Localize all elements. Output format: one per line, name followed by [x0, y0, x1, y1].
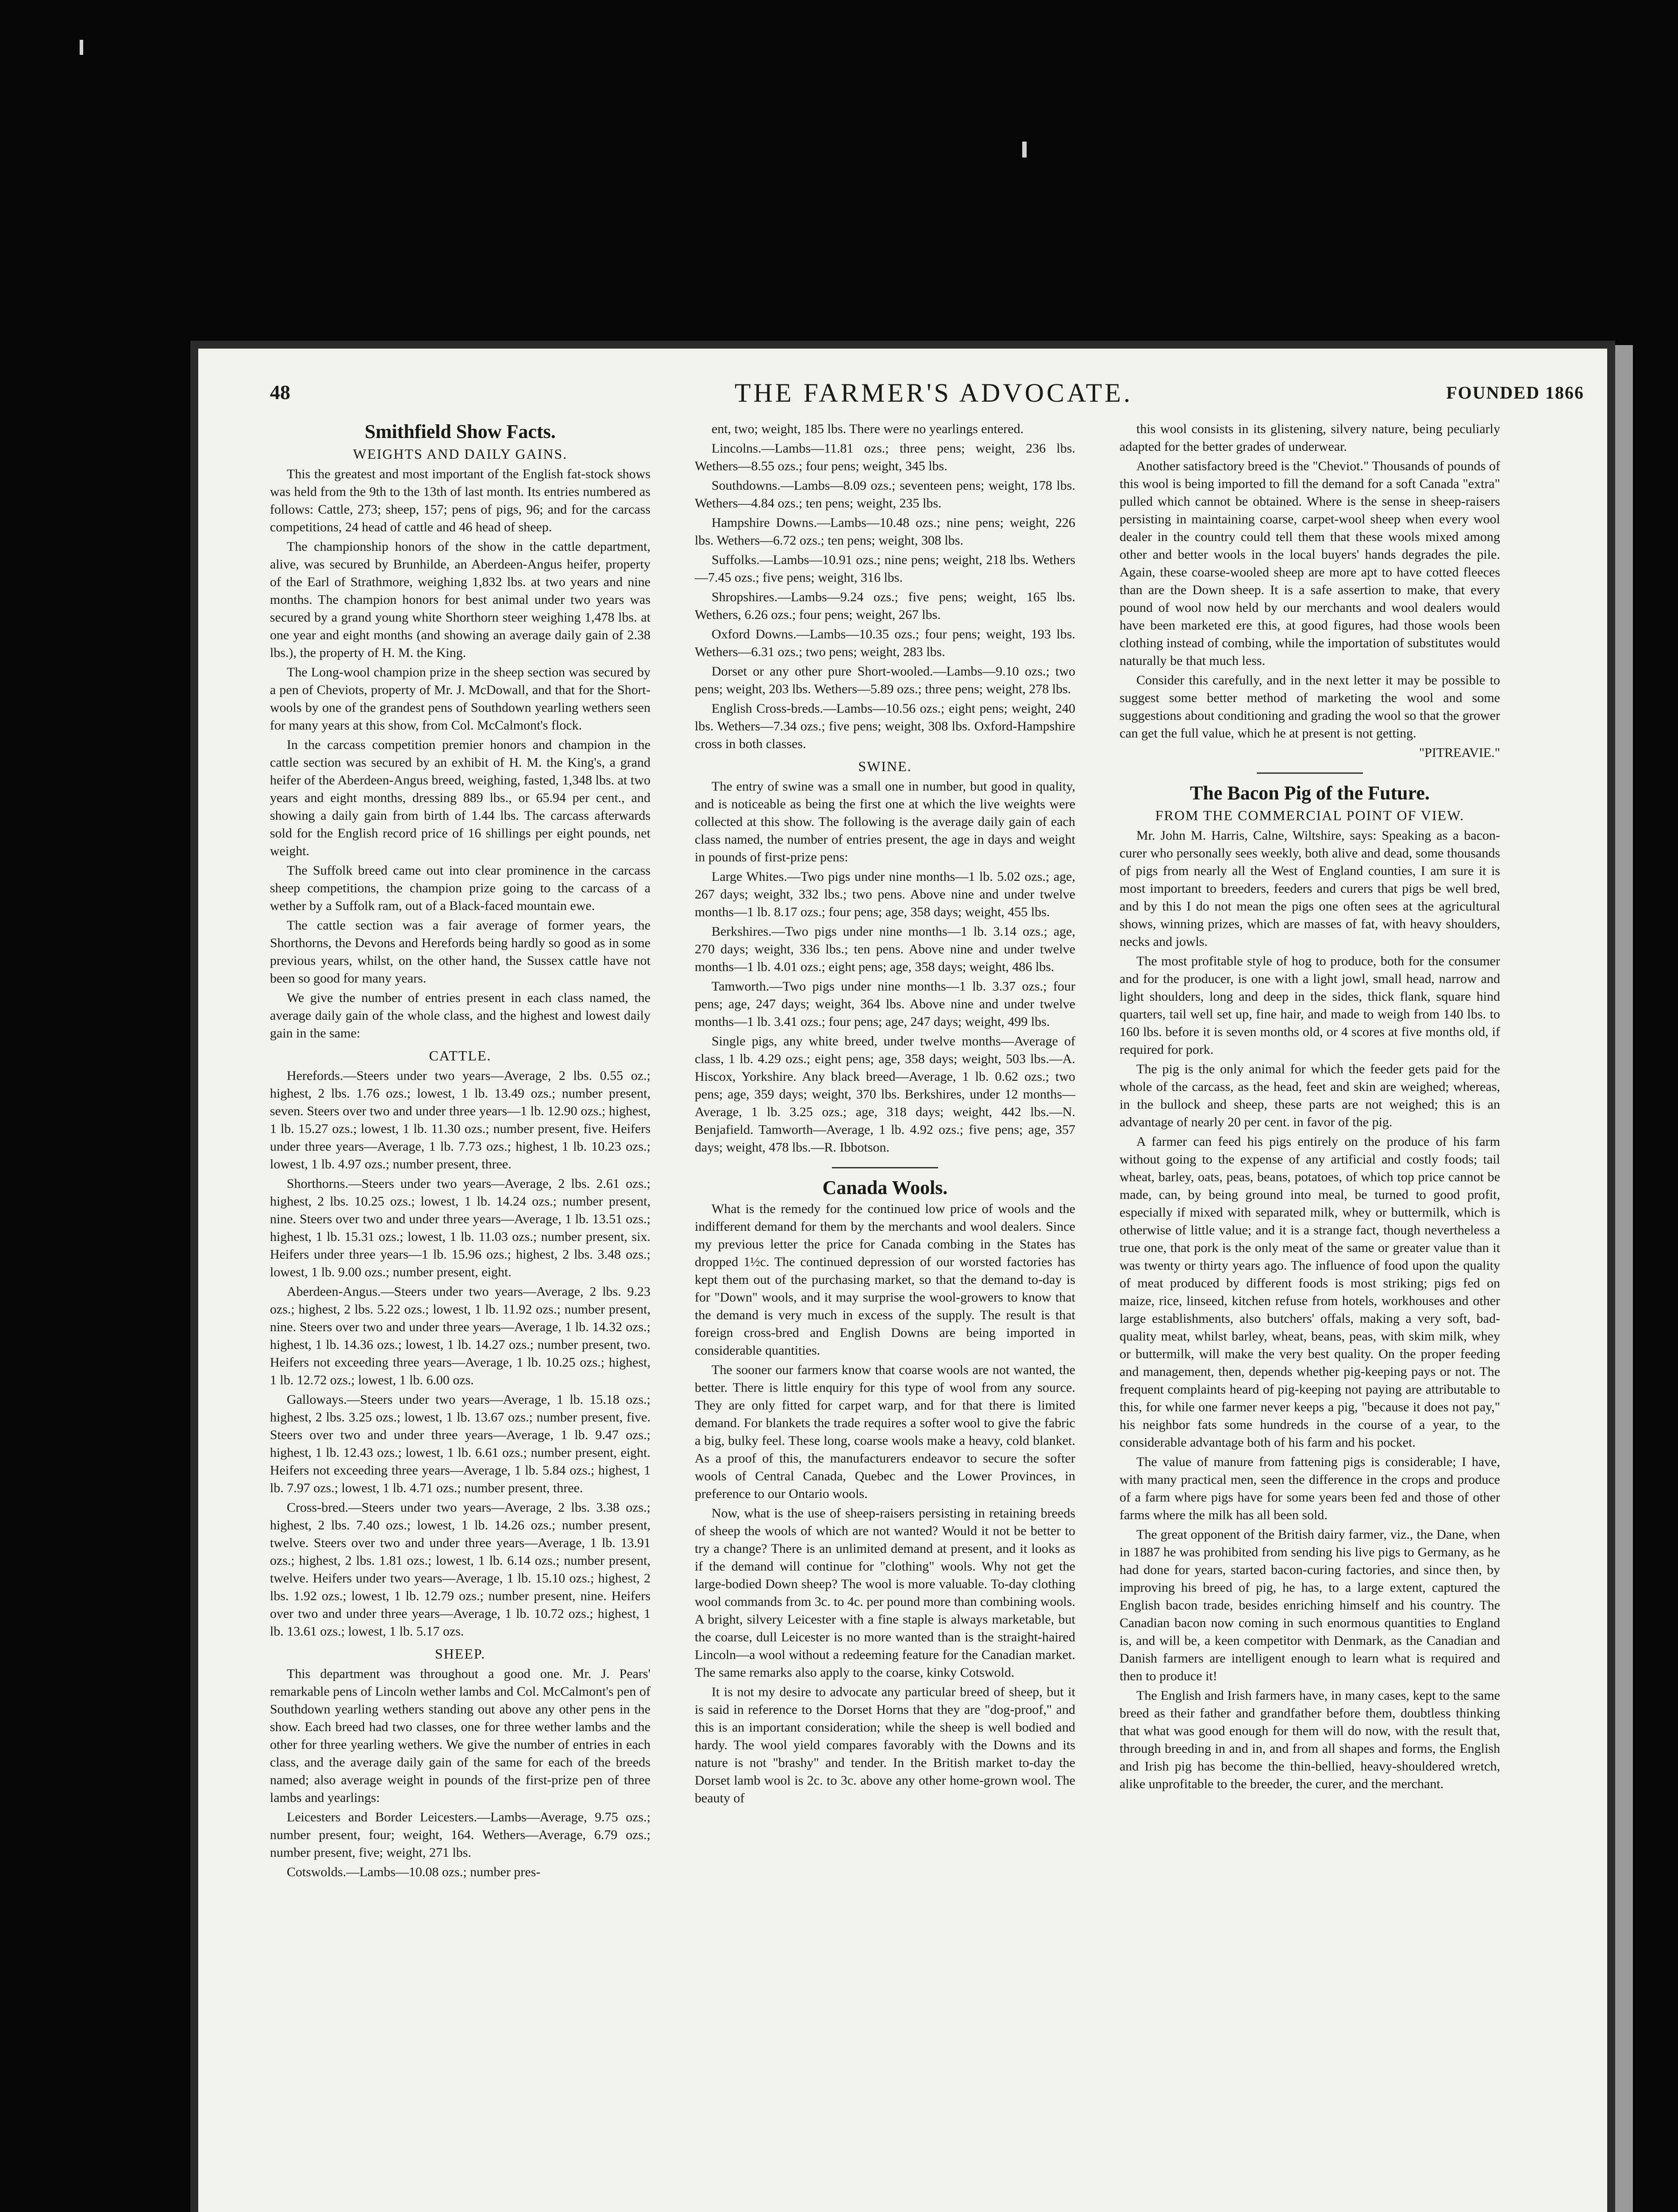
paragraph: This the greatest and most important of the English fat-stock shows was held from the 9th to the 13th of last month. Its entries numbered as follows: Cattle, 273; sheep, 157; pens of pigs, 96; and for the carcass competitions, 24 head of cattle and 46 head of sheep.	[270, 467, 650, 534]
column-1	[270, 420, 650, 1883]
article-heading: Canada Wools.	[822, 1177, 948, 1198]
founded-label: FOUNDED 1866	[1446, 383, 1584, 403]
author-signature: "PITREAVIE."	[1419, 745, 1500, 760]
paragraph: Shropshires.—Lambs—9.24 ozs.; five pens; weight, 165 lbs. Wethers, 6.26 ozs.; four pens; weight, 267 lbs.	[695, 590, 1075, 622]
article-subheading: FROM THE COMMERCIAL POINT OF VIEW.	[1155, 807, 1465, 823]
paragraph: Now, what is the use of sheep-raisers persisting in retaining breeds of sheep the wools of which are not wanted? Would it not be better to try a change? There is an unlimited demand at present, and it looks as if the demand will continue for "clothing" wools. Why not get the large-bodied Down sheep? The wool is more valuable. To-day clothing wool commands from 3c. to 4c. per pound more than combining wools. A bright, silvery Leicester with a fine staple is always marketable, but the coarse, dull Leicester is no more wanted than is the straight-haired Lincoln—a wool without a redeeming feature for the Canadian market. The same remarks also apply to the coarse, kinky Cotswold.	[695, 1506, 1075, 1680]
paragraph: Mr. John M. Harris, Calne, Wiltshire, says: Speaking as a bacon-curer who personally sees weekly, both alive and dead, some thousands of pigs from nearly all the West of England counties, I am sure it is most important to breeders, feeders and curers that pigs be well bred, and by this I do not mean the pigs one often sees at the agricultural shows, winning prizes, which are masses of fat, with heavy shoulders, necks and jowls.	[1120, 828, 1500, 949]
page-number: 48	[270, 381, 290, 403]
newspaper-page	[190, 341, 1615, 2212]
paragraph: Aberdeen-Angus.—Steers under two years—Average, 2 lbs. 9.23 ozs.; highest, 2 lbs. 5.22 ozs.; lowest, 1 lb. 11.92 ozs.; number present, nine. Steers over two and under three years—Average, 1 lb. 14.32 ozs.; highest, 1 lb. 14.36 ozs.; lowest, 1 lb. 14.27 ozs.; number present, two. Heifers not exceeding three years—Average, 1 lb. 10.25 ozs.; highest, 1 lb. 12.72 ozs.; lowest, 1 lb. 6.00 ozs.	[270, 1284, 650, 1387]
page-edge	[1615, 345, 1633, 2212]
paragraph: The English and Irish farmers have, in many cases, kept to the same breed as their father and grandfather before them, doubtless thinking that what was good enough for them will do now, with the result that, through breeding in and in, and from all shapes and forms, the English and Irish pig has become the thin-bellied, heavy-shouldered wretch, alike unprofitable to the breeder, the curer, and the merchant.	[1120, 1688, 1500, 1791]
paragraph: The sooner our farmers know that coarse wools are not wanted, the better. There is little enquiry for this type of wool from any source. They are only fitted for carpet warp, and for that there is limited demand. For blankets the trade requires a softer wool to give the fabric a big, bulky feel. These long, coarse wools make a heavy, cold blanket. As a proof of this, the manufacturers endeavor to secure the softer wools of Central Canada, Quebec and the Lower Provinces, in preference to our Ontario wools.	[695, 1363, 1075, 1501]
paragraph: The cattle section was a fair average of former years, the Shorthorns, the Devons and Herefords being hardly so good as in some previous years, whilst, on the other hand, the Sussex cattle have not been so good for many years.	[270, 918, 650, 986]
paragraph: The most profitable style of hog to produce, both for the consumer and for the producer, is one with a light jowl, small head, narrow and light shoulders, long and deep in the sides, thick flank, square hind quarters, tail well set up, fine hair, and made to weigh from 140 lbs. to 160 lbs. before it is seven months old, or 4 scores at five months old, if required for pork.	[1120, 954, 1500, 1057]
paragraph: A farmer can feed his pigs entirely on the produce of his farm without going to the expense of any artificial and costly foods; tail wheat, barley, oats, peas, beans, potatoes, of which top price cannot be made, can, by being ground into meal, be turned to good profit, especially if mixed with separated milk, whey or buttermilk, which is otherwise of little value; and it is a strange fact, though nevertheless a true one, that pork is the only meat of the same or greater value than it was twenty or thirty years ago. The influence of food upon the quality of meat produced by different foods is most striking; pigs fed on maize, rice, linseed, kitchen refuse from hotels, workhouses and other large establishments, also butchers' offals, making a very soft, bad-quality meat, whilst barley, wheat, beans, peas, with skim milk, whey or buttermilk, will make the very best quality. On the proper feeding and management, then, depends whether pig-keeping pays or not. The frequent complaints heard of pig-keeping not paying are attributable to this, for while one farmer never keeps a pig, "because it does not pay," his neighbor fats some hundreds in the course of a year, to the considerable advantage both of his farm and his pocket.	[1120, 1134, 1500, 1450]
paragraph: Dorset or any other pure Short-wooled.—Lambs—9.10 ozs.; two pens; weight, 203 lbs. Wethers—5.89 ozs.; three pens; weight, 278 lbs.	[695, 664, 1075, 696]
paragraph: We give the number of entries present in each class named, the average daily gain of the whole class, and the highest and lowest daily gain in the same:	[270, 991, 650, 1041]
article-subheading: WEIGHTS AND DAILY GAINS.	[353, 446, 568, 462]
paragraph: Shorthorns.—Steers under two years—Average, 2 lbs. 2.61 ozs.; highest, 2 lbs. 10.25 ozs.; lowest, 1 lb. 14.24 ozs.; number present, nine. Steers over two and under three years—Average, 1 lb. 13.51 ozs.; highest, 1 lb. 15.31 ozs.; lowest, 1 lb. 11.03 ozs.; number present, six. Heifers under three years—1 lb. 15.96 ozs.; highest, 2 lbs. 3.48 ozs.; lowest, 1 lb. 9.00 ozs.; number present, eight.	[270, 1176, 650, 1279]
paragraph: Lincolns.—Lambs—11.81 ozs.; three pens; weight, 236 lbs. Wethers—8.55 ozs.; four pens; weight, 345 lbs.	[695, 441, 1075, 473]
article-body	[1120, 827, 1500, 1793]
paragraph: The great opponent of the British dairy farmer, viz., the Dane, when in 1887 he was prohibited from sending his live pigs to Germany, as he had done for years, started bacon-curing factories, and since then, by improving his breed of pig, he has, to a large extent, captured the English bacon trade, besides enriching himself and his country. The Canadian bacon now coming in such enormous quantities to England is, and will be, a keen competitor with Denmark, as the Canadian and Danish farmers are intelligent enough to learn what is required and then to produce it!	[1120, 1527, 1500, 1683]
paragraph: Suffolks.—Lambs—10.91 ozs.; nine pens; weight, 218 lbs. Wethers—7.45 ozs.; five pens; weight, 316 lbs.	[695, 553, 1075, 585]
page-header	[270, 380, 1597, 411]
paragraph: Cross-bred.—Steers under two years—Average, 2 lbs. 3.38 ozs.; highest, 2 lbs. 7.40 ozs.; lowest, 1 lb. 14.26 ozs.; number present, twelve. Steers over two and under three years—Average, 1 lb. 13.91 ozs.; highest, 2 lbs. 1.81 ozs.; lowest, 1 lb. 6.14 ozs.; number present, twelve. Heifers under two years—Average, 1 lb. 15.10 ozs.; highest, 2 lbs. 1.92 ozs.; lowest, 1 lb. 12.79 ozs.; number present, nine. Heifers over two and under three years—Average, 1 lb. 10.72 ozs.; highest, 1 lb. 13.61 ozs.; lowest, 1 lb. 5.17 ozs.	[270, 1500, 650, 1639]
scan-mark	[1022, 142, 1027, 157]
paragraph: It is not my desire to advocate any particular breed of sheep, but it is said in reference to the Dorset Horns that they are "dog-proof," and this is an important consideration; while the sheep is well bodied and hardy. The wool yield compares favorably with the Downs and its nature is not "brashy" and tender. In the British market to-day the Dorset lamb wool is 2c. to 3c. above any other home-grown wool. The beauty of	[695, 1685, 1075, 1805]
paragraph: The value of manure from fattening pigs is considerable; I have, with many practical men, seen the difference in the crops and produce of a farm where pigs have for some years been fed and those of other farms where the milk has all been sold.	[1120, 1455, 1500, 1522]
paragraph: Hampshire Downs.—Lambs—10.48 ozs.; nine pens; weight, 226 lbs. Wethers—6.72 ozs.; ten pens; weight, 308 lbs.	[695, 515, 1075, 548]
article-body	[695, 1200, 1075, 1807]
paragraph: The pig is the only animal for which the feeder gets paid for the whole of the carcass, as the head, feet and skin are weighed; whereas, in the bullock and sheep, these parts are not weighed; this is an advantage of nearly 20 per cent. in favor of the pig.	[1120, 1062, 1500, 1129]
paragraph: Oxford Downs.—Lambs—10.35 ozs.; four pens; weight, 193 lbs. Wethers—6.31 ozs.; two pens; weight, 283 lbs.	[695, 627, 1075, 659]
paragraph: In the carcass competition premier honors and champion in the cattle section was secured by an exhibit of H. M. the King's, a grand heifer of the Aberdeen-Angus breed, weighing, fasted, 1,348 lbs. at two years and eight months, dressing 889 lbs., or 65.94 per cent., and showing a daily gain from birth of 1.44 lbs. The carcass afterwards sold for the English record price of 16 shillings per eight pounds, net weight.	[270, 737, 650, 858]
paragraph: Single pigs, any white breed, under twelve months—Average of class, 1 lb. 4.29 ozs.; eight pens; age, 358 days; weight, 503 lbs.—A. Hiscox, Yorkshire. Any black breed—Average, 1 lb. 0.62 ozs.; two pens; age, 359 days; weight, 370 lbs. Berkshires, under 12 months—Average, 1 lb. 3.25 ozs.; age, 318 days; weight, 442 lbs.—N. Benjafield. Tamworth—Average, 1 lb. 4.92 ozs.; five pens; age, 357 days; weight, 478 lbs.—R. Ibbotson.	[695, 1034, 1075, 1155]
cattle-section	[270, 1067, 650, 1640]
section-heading: SWINE.	[858, 758, 912, 774]
paragraph: Leicesters and Border Leicesters.—Lambs—Average, 9.75 ozs.; number present, four; weight, 164. Wethers—Average, 6.79 ozs.; number present, five; weight, 271 lbs.	[270, 1810, 650, 1860]
paragraph: The championship honors of the show in the cattle department, alive, was secured by Brunhilde, an Aberdeen-Angus heifer, property of the Earl of Strathmore, weighing 1,832 lbs. at two years and nine months. The champion honors for best animal under two years was secured by a grand young white Shorthorn steer weighing 1,478 lbs. at one year and eight months (and showing an average daily gain of 2.38 lbs.), the property of H. M. the King.	[270, 539, 650, 660]
article-heading: The Bacon Pig of the Future.	[1190, 782, 1430, 804]
section-heading: CATTLE.	[429, 1048, 492, 1064]
paragraph: ent, two; weight, 185 lbs. There were no yearlings entered.	[712, 422, 1024, 436]
article-body	[270, 465, 650, 1042]
article-heading: Smithfield Show Facts.	[365, 421, 556, 442]
paragraph: Tamworth.—Two pigs under nine months—1 lb. 3.37 ozs.; four pens; age, 247 days; weight, 364 lbs. Above nine and under twelve months—1 lb. 3.41 ozs.; four pens; age, 247 days; weight, 499 lbs.	[695, 979, 1075, 1029]
column-2	[695, 420, 1075, 1809]
divider-rule	[1257, 772, 1363, 774]
paragraph: Another satisfactory breed is the "Cheviot." Thousands of pounds of this wool is being imported to fill the demand for a soft Canada "extra" pulled which cannot be obtained. Where is the sense in sheep-raisers persisting in maintaining coarse, carpet-wool sheep when every wool dealer in the country could tell them that these wools mixed among other and better wools in the local buyers' hands degrades the pile. Again, these coarse-wooled sheep are more apt to have cotted fleeces than are the Down sheep. It is a safe assertion to make, that every pound of wool now held by our merchants and wool dealers would have been marketed ere this, at good figures, had those wools been clothing instead of combing, while the importation of substitutes would naturally be that much less.	[1120, 459, 1500, 668]
paragraph: Herefords.—Steers under two years—Average, 2 lbs. 0.55 oz.; highest, 2 lbs. 1.76 ozs.; lowest, 1 lb. 13.49 ozs.; number present, seven. Steers over two and under three years—1 lb. 12.90 ozs.; highest, 1 lb. 15.27 ozs.; lowest, 1 lb. 11.30 ozs.; number present, five. Heifers under three years—Average, 1 lb. 7.73 ozs.; highest, 1 lb. 10.23 ozs.; lowest, 1 lb. 4.97 ozs.; number present, three.	[270, 1068, 650, 1171]
paragraph: The Long-wool champion prize in the sheep section was secured by a pen of Cheviots, property of Mr. J. McDowall, and that for the Short-wools by one of the grandest pens of Southdown yearling wethers seen for many years at this show, from Col. McCalmont's flock.	[270, 665, 650, 733]
paragraph: English Cross-breds.—Lambs—10.56 ozs.; eight pens; weight, 240 lbs. Wethers—7.34 ozs.; five pens; weight, 308 lbs. Oxford-Hampshire cross in both classes.	[695, 701, 1075, 751]
column-3	[1120, 420, 1500, 1795]
sheep-section	[270, 1665, 650, 1881]
scan-mark	[80, 40, 83, 55]
article-body-continued	[1120, 420, 1500, 742]
paragraph: The entry of swine was a small one in number, but good in quality, and is noticeable as being the first one at which the live weights were collected at this show. The following is the average daily gain of each class named, the number of entries present, the age in days and weight in pounds of first-prize pens:	[695, 779, 1075, 864]
divider-rule	[832, 1167, 938, 1168]
paragraph: What is the remedy for the continued low price of wools and the indifferent demand for them by the merchants and wool dealers. Since my previous letter the price for Canada combing in the States has dropped 1½c. The continued depression of our worsted factories has kept them out of the purchasing market, so that the demand to-day is for "Down" wools, and it may surprise the wool-growers to know that the demand is very much in excess of the supply. The result is that foreign cross-bred and English Downs are being imported in considerable quantities.	[695, 1202, 1075, 1358]
sheep-section-continued	[695, 420, 1075, 753]
paragraph: Cotswolds.—Lambs—10.08 ozs.; number pres-	[287, 1865, 541, 1879]
paragraph: The Suffolk breed came out into clear prominence in the carcass sheep competitions, the champion prize going to the carcass of a wether by a Suffolk ram, out of a Black-faced mountain ewe.	[270, 863, 650, 913]
swine-section	[695, 778, 1075, 1156]
paragraph: this wool consists in its glistening, silvery nature, being peculiarly adapted for the better grades of underwear.	[1120, 422, 1500, 454]
paragraph: Large Whites.—Two pigs under nine months—1 lb. 5.02 ozs.; age, 267 days; weight, 332 lbs.; two pens. Above nine and under twelve months—1 lb. 8.17 ozs.; four pens; age, 358 days; weight, 455 lbs.	[695, 869, 1075, 919]
paragraph: Consider this carefully, and in the next letter it may be possible to suggest some better method of marketing the wool and some suggestions about conditioning and grading the wool so that the grower can get the full value, which he at present is not getting.	[1120, 673, 1500, 741]
paragraph: Berkshires.—Two pigs under nine months—1 lb. 3.14 ozs.; age, 270 days; weight, 336 lbs.; ten pens. Above nine and under twelve months—1 lb. 4.01 ozs.; eight pens; age, 358 days; weight, 486 lbs.	[695, 924, 1075, 974]
paragraph: Galloways.—Steers under two years—Average, 1 lb. 15.18 ozs.; highest, 2 lbs. 3.25 ozs.; lowest, 1 lb. 13.67 ozs.; number present, five. Steers over two and under three years—Average, 1 lb. 9.47 ozs.; highest, 1 lb. 12.43 ozs.; lowest, 1 lb. 6.61 ozs.; number present, eight. Heifers not exceeding three years—Average, 1 lb. 5.84 ozs.; highest, 1 lb. 7.97 ozs.; lowest, 1 lb. 4.71 ozs.; number present, three.	[270, 1392, 650, 1495]
section-heading: SHEEP.	[435, 1646, 486, 1662]
paragraph: This department was throughout a good one. Mr. J. Pears' remarkable pens of Lincoln wether lambs and Col. McCalmont's pen of Southdown yearling wethers standing out above any other pens in the show. Each breed had two classes, one for three wether lambs and the other for three yearling wethers. We give the number of entries in each class, and the average daily gain of the same for each of the breeds named; also average weight in pounds of the first-prize pen of three lambs and yearlings:	[270, 1667, 650, 1805]
masthead-title: THE FARMER'S ADVOCATE.	[734, 378, 1133, 407]
paragraph: Southdowns.—Lambs—8.09 ozs.; seventeen pens; weight, 178 lbs. Wethers—4.84 ozs.; ten pens; weight, 235 lbs.	[695, 478, 1075, 511]
